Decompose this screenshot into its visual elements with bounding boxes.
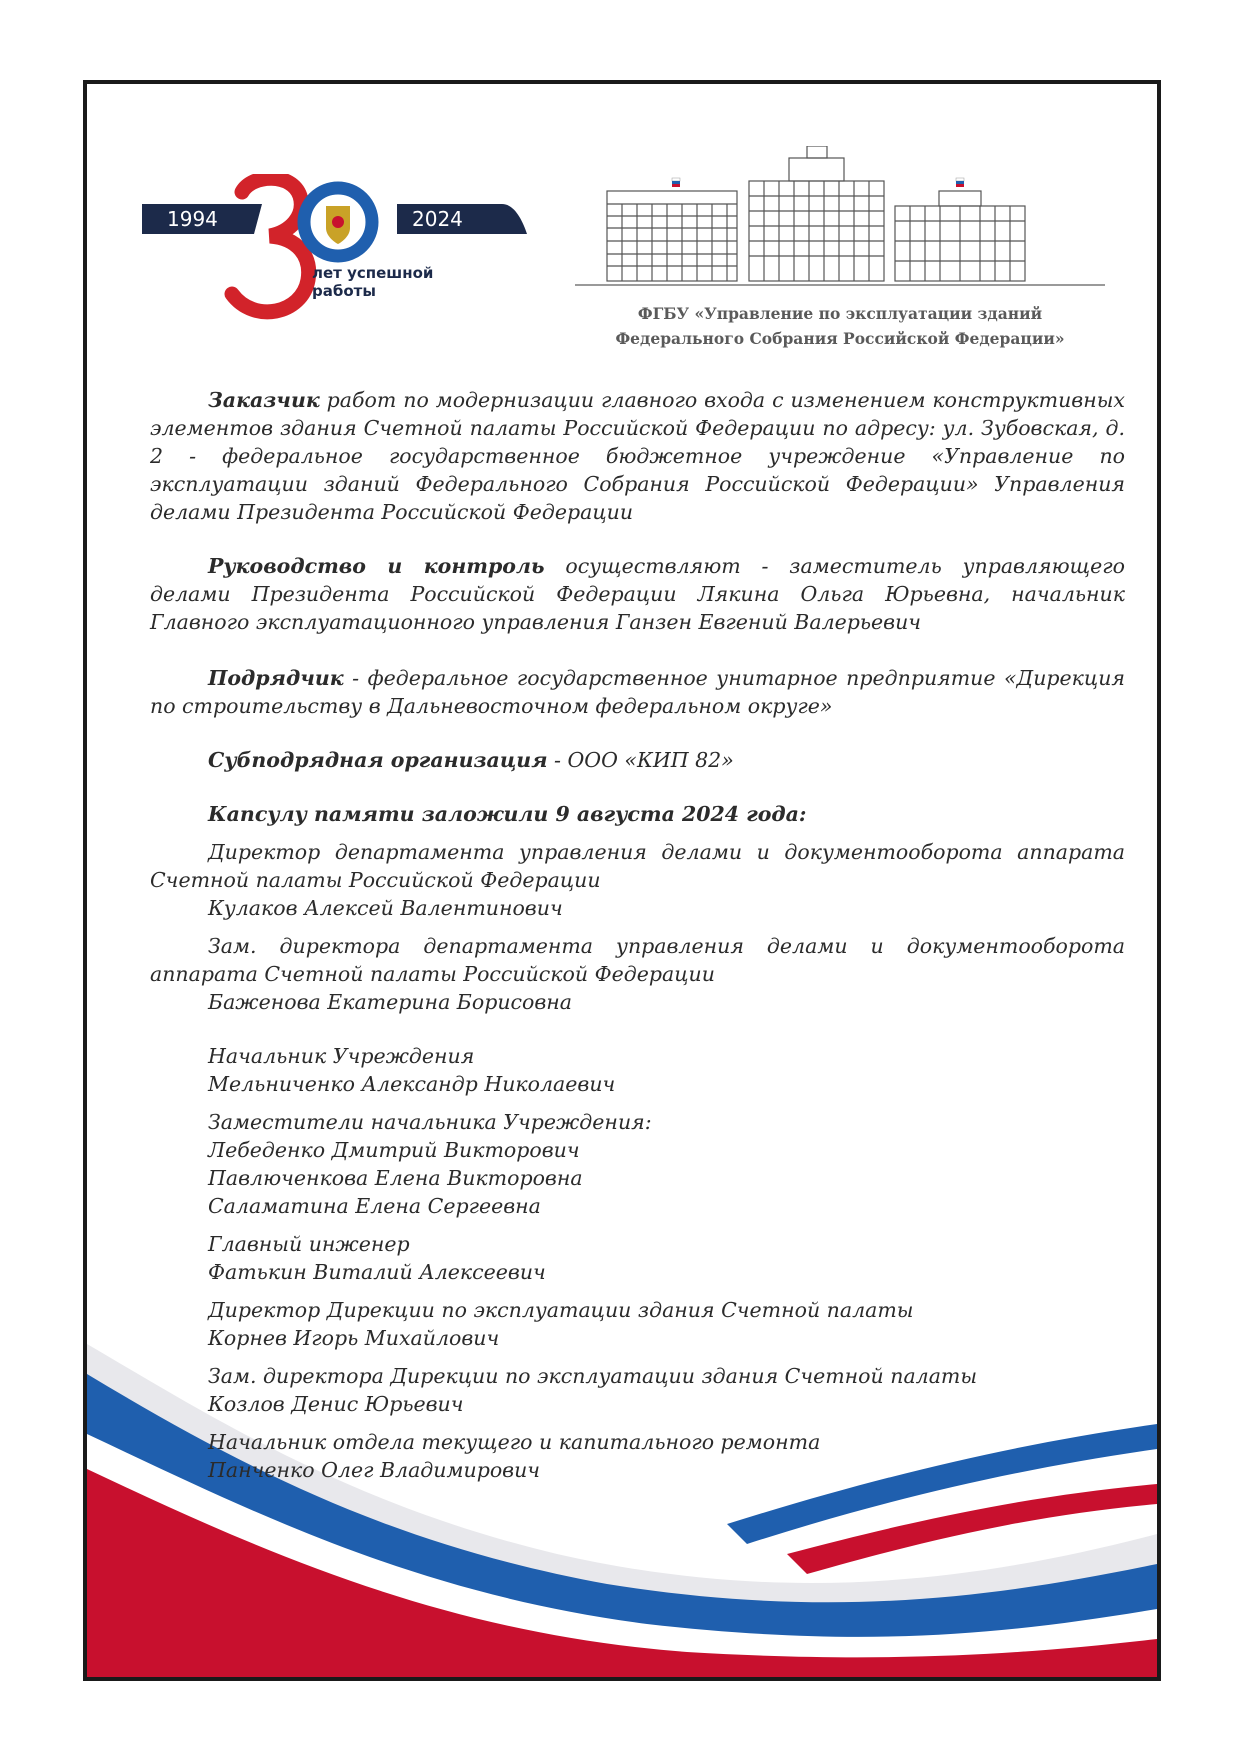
year-end: 2024 — [412, 207, 463, 231]
subcontractor-text: - ООО «КИП 82» — [547, 748, 734, 772]
subcontractor-paragraph — [150, 746, 1125, 774]
org-line1: ФГБУ «Управление по эксплуатации зданий — [637, 304, 1043, 323]
organization-name — [575, 301, 1105, 351]
person-2-role: Зам. директора департамента управления делами и документооборота аппарата Счетной палаты Российской Федерации — [150, 934, 1125, 986]
document-body — [150, 386, 1125, 1484]
logo-caption-line2: работы — [312, 282, 376, 300]
digit-three — [232, 178, 309, 312]
person-4-role: Заместители начальника Учреждения: — [208, 1110, 652, 1134]
person-1-role: Директор департамента управления делами и документооборота аппарата Счетной палаты Российской Федерации — [150, 840, 1125, 892]
control-label: Руководство и контроль — [208, 554, 545, 578]
control-paragraph — [150, 552, 1125, 636]
anniversary-logo — [142, 174, 562, 334]
org-line2: Федерального Собрания Российской Федерации» — [615, 329, 1065, 348]
contractor-paragraph — [150, 664, 1125, 720]
person-4-name-1: Лебеденко Дмитрий Викторович — [208, 1138, 580, 1162]
logo-caption-line1: лет успешной — [312, 264, 434, 282]
person-7-name: Козлов Денис Юрьевич — [208, 1392, 464, 1416]
customer-text: работ по модернизации главного входа с изменением конструктивных элементов здания Счетной палаты Российской Федерации по адресу: ул. Зубовская, д. 2 - федеральное государственное бюджетное учреждение «Управление по эксплуатации зданий Федерального Собрания Российской Федерации» Управления делами Президента Российской Федерации — [150, 388, 1125, 524]
person-6-name: Корнев Игорь Михайлович — [208, 1326, 500, 1350]
person-6-role: Директор Дирекции по эксплуатации здания Счетной палаты — [208, 1298, 914, 1322]
person-8-role: Начальник отдела текущего и капитального ремонта — [208, 1430, 821, 1454]
control-text: осуществляют - заместитель управляющего делами Президента Российской Федерации Лякина Ольга Юрьевна, начальник Главного эксплуатационного управления Ганзен Евгений Валерьевич — [150, 554, 1125, 634]
person-3-role: Начальник Учреждения — [208, 1044, 475, 1068]
year-start: 1994 — [167, 207, 218, 231]
person-5-role: Главный инженер — [208, 1232, 410, 1256]
person-1-name: Кулаков Алексей Валентинович — [208, 896, 563, 920]
person-7-role: Зам. директора Дирекции по эксплуатации здания Счетной палаты — [208, 1364, 978, 1388]
customer-paragraph — [150, 386, 1125, 526]
subcontractor-label: Субподрядная организация — [208, 748, 548, 772]
contractor-text: - федеральное государственное унитарное предприятие «Дирекция по строительству в Дальневосточном федеральном округе» — [150, 666, 1125, 718]
person-2-name: Баженова Екатерина Борисовна — [208, 990, 573, 1014]
customer-label: Заказчик — [208, 388, 320, 412]
contractor-label: Подрядчик — [208, 666, 344, 690]
person-3-name: Мельниченко Александр Николаевич — [208, 1072, 616, 1096]
person-5-name: Фатькин Виталий Алексеевич — [208, 1260, 546, 1284]
person-8-name: Панченко Олег Владимирович — [208, 1458, 541, 1482]
header-divider — [575, 284, 1105, 286]
page-frame — [83, 80, 1161, 1681]
russian-eagle-emblem-icon — [326, 206, 350, 244]
capsule-heading: Капсулу памяти заложили 9 августа 2024 года: — [208, 802, 807, 826]
person-4-name-3: Саламатина Елена Сергеевна — [208, 1194, 541, 1218]
person-4-name-2: Павлюченкова Елена Викторовна — [208, 1166, 583, 1190]
